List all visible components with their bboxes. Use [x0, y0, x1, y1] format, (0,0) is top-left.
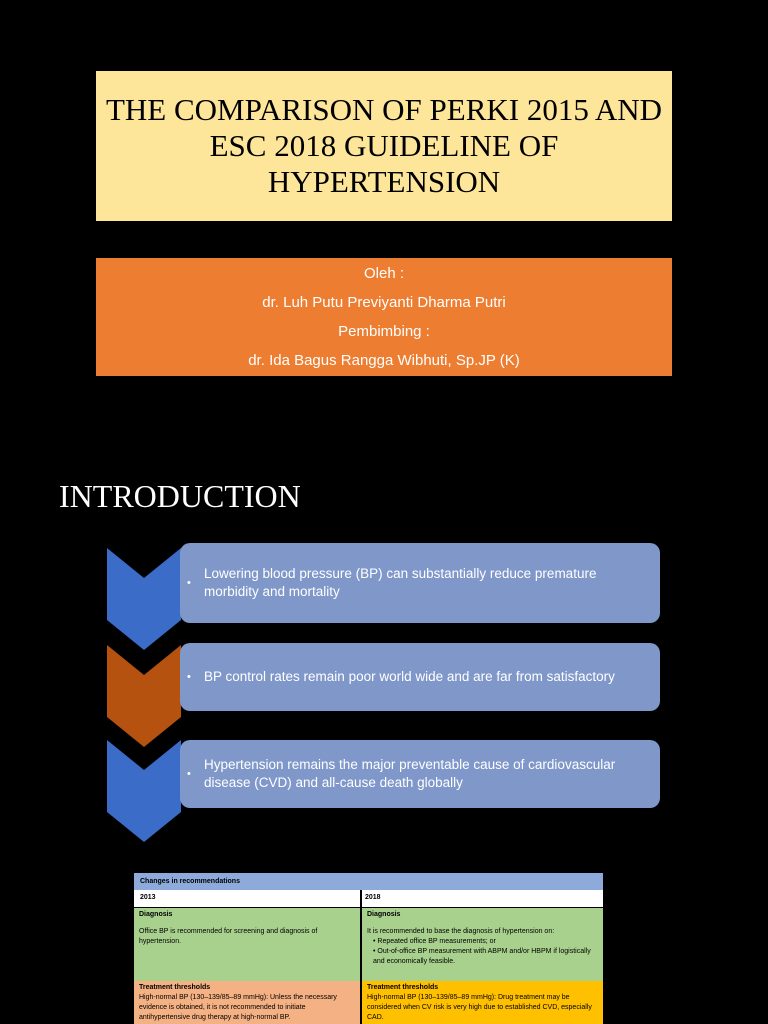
title-box	[96, 71, 672, 221]
chevron-icon	[107, 740, 181, 842]
right-threshold-cell: Treatment thresholds High-normal BP (130–139/85–89 mmHg): Drug treatment may be considered when CV risk is very high due to established CVD, especially CAD.	[362, 981, 603, 1024]
intro-text-3: Hypertension remains the major preventable cause of cardiovascular disease (CVD) and all-cause death globally	[204, 757, 616, 790]
author-label: Oleh :	[363, 265, 405, 282]
table-years-row	[134, 890, 603, 908]
intro-text-2: BP control rates remain poor world wide and are far from satisfactory	[204, 669, 615, 684]
advisor-name: dr. Ida Bagus Rangga Wibhuti, Sp.JP (K)	[248, 352, 520, 369]
author-box	[96, 258, 672, 376]
left-diagnosis: Office BP is recommended for screening and diagnosis of hypertension.	[134, 925, 360, 981]
left-threshold-cell: Treatment thresholds High-normal BP (130–139/85–89 mmHg): Unless the necessary evidence is obtained, it is not recommended to initiate antihypertensive drug therapy at high-normal BP.	[134, 981, 360, 1024]
col-right-year: 2018	[365, 894, 381, 901]
advisor-label: Pembimbing :	[338, 323, 430, 340]
table-title: Changes in recommendations	[134, 873, 603, 890]
presentation-title: THE COMPARISON OF PERKI 2015 AND ESC 2018 GUIDELINE OF HYPERTENSION	[105, 92, 663, 199]
intro-text-1: Lowering blood pressure (BP) can substantially reduce premature morbidity and mortality	[204, 566, 597, 599]
author-name: dr. Luh Putu Previyanti Dharma Putri	[262, 294, 506, 311]
intro-card-2: • BP control rates remain poor world wide and are far from satisfactory	[180, 643, 660, 711]
col-left-year: 2013	[140, 894, 156, 901]
chevron-icon	[107, 645, 181, 747]
diagnosis-label-left: Diagnosis	[134, 908, 360, 925]
right-diagnosis: It is recommended to base the diagnosis of hypertension on: • Repeated office BP measurements; or • Out-of-office BP measurement with ABPM and/or HBPM if logistically and economically feasible.	[362, 925, 603, 981]
chevron-icon	[107, 548, 181, 650]
section-heading: INTRODUCTION	[59, 478, 301, 514]
intro-card-3: • Hypertension remains the major preventable cause of cardiovascular disease (CVD) and all-cause death globally	[180, 740, 660, 808]
recommendations-table	[134, 873, 603, 1024]
intro-card-1: • Lowering blood pressure (BP) can substantially reduce premature morbidity and mortality	[180, 543, 660, 623]
diagnosis-label-right: Diagnosis	[362, 908, 603, 925]
